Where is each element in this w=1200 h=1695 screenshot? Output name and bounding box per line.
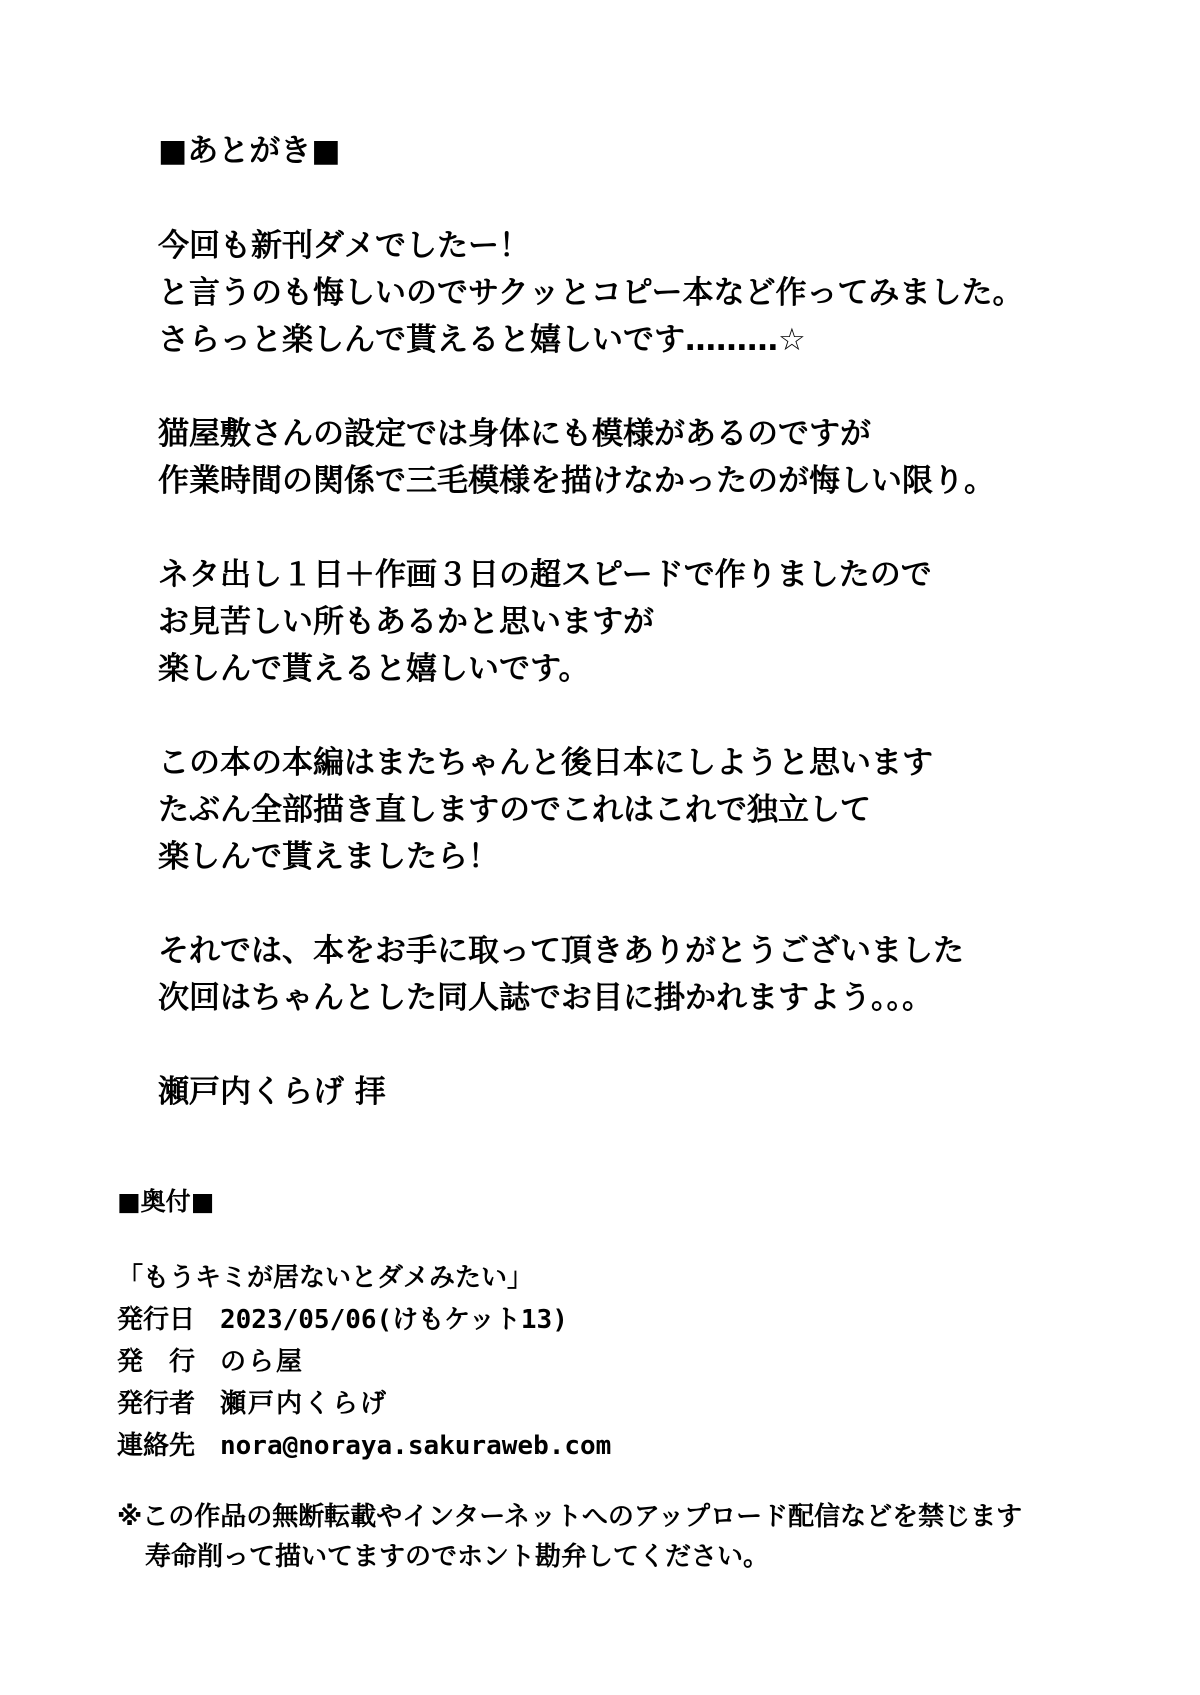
afterword-line: 楽しんで貰えましたら！ [158, 839, 499, 875]
afterword-paragraph [158, 928, 1158, 1022]
afterword-paragraph [158, 223, 1158, 364]
afterword-line: 猫屋敷さんの設定では身体にも模様があるのですが [158, 416, 871, 452]
colophon-label: 発行者 [117, 1389, 196, 1419]
colophon-row-contact [117, 1425, 1117, 1467]
afterword-section [158, 128, 1158, 1116]
notice-line: ※この作品の無断転載やインターネットへのアップロード配信などを禁じます [117, 1502, 1023, 1532]
afterword-line: 楽しんで貰えると嬉しいです。 [158, 651, 590, 687]
issuer-value: 瀬戸内くらげ [220, 1389, 389, 1419]
afterword-line: さらっと楽しんで貰えると嬉しいです………☆ [158, 322, 806, 358]
book-title: 「もうキミが居ないとダメみたい」 [117, 1263, 534, 1293]
afterword-line: 次回はちゃんとした同人誌でお目に掛かれますよう。。。 [158, 980, 933, 1016]
afterword-line: 作業時間の関係で三毛模様を描けなかったのが悔しい限り。 [158, 463, 995, 499]
afterword-paragraph [158, 411, 1158, 505]
afterword-paragraph [158, 740, 1158, 881]
afterword-line: ネタ出し１日＋作画３日の超スピードで作りましたので [158, 557, 932, 593]
publish-date-value: 2023/05/06(けもケット13) [220, 1305, 568, 1335]
colophon-heading: ■奥付■ [117, 1187, 215, 1216]
copyright-notice [117, 1497, 1167, 1577]
colophon-label: 連絡先 [117, 1431, 196, 1461]
afterword-paragraph [158, 552, 1158, 693]
colophon-label: 発行 [117, 1347, 222, 1377]
afterword-line: たぶん全部描き直しますのでこれはこれで独立して [158, 792, 871, 828]
colophon-row-publish-date [117, 1299, 1117, 1341]
colophon-section [117, 1182, 1117, 1467]
colophon-row-publisher [117, 1341, 1117, 1383]
afterword-line: 今回も新刊ダメでしたー！ [158, 228, 530, 264]
notice-line: 寿命削って描いてますのでホント勘弁してください。 [145, 1542, 770, 1572]
colophon-row-issuer [117, 1383, 1117, 1425]
author-signature: 瀬戸内くらげ 拝 [158, 1074, 386, 1110]
afterword-heading: ■あとがき■ [158, 133, 341, 169]
afterword-line: それでは、本をお手に取って頂きありがとうございました [158, 933, 964, 969]
afterword-line: お見苦しい所もあるかと思いますが [158, 604, 654, 640]
colophon-label: 発行日 [117, 1305, 196, 1335]
afterword-line: と言うのも悔しいのでサクッとコピー本など作ってみました。 [158, 275, 1024, 311]
afterword-line: この本の本編はまたちゃんと後日本にしようと思います [158, 745, 933, 781]
contact-email: nora@noraya.sakuraweb.com [220, 1431, 612, 1461]
publisher-value: のら屋 [220, 1347, 305, 1377]
